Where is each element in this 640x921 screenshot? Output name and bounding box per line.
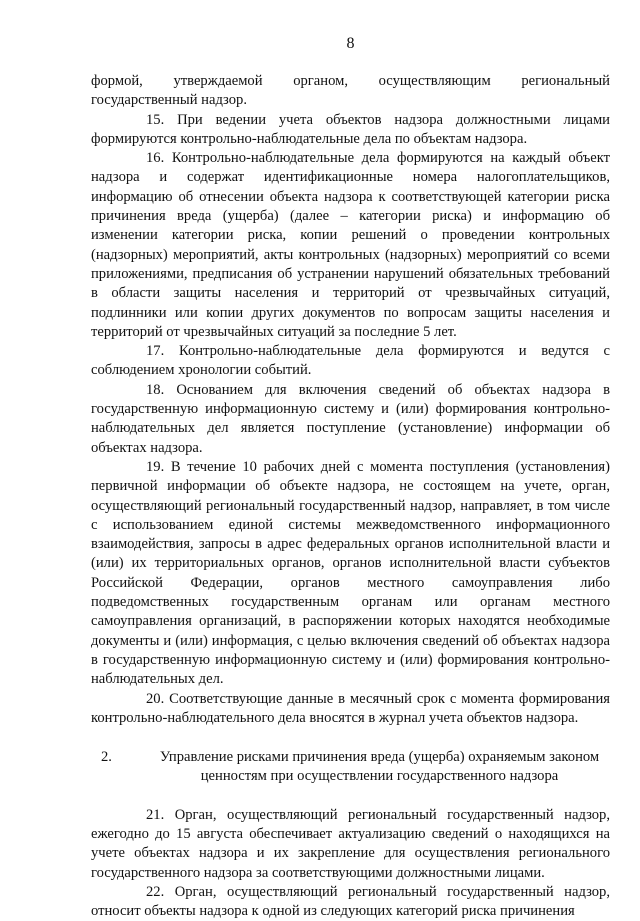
paragraph-14-continuation: формой, утверждаемой органом, осуществляющим региональный государственный надзор. — [91, 73, 610, 109]
page-number: 8 — [346, 35, 355, 52]
paragraph-22: 22. Орган, осуществляющий региональный государственный надзор, относит объекты надзора к одной из следующих категорий риска причинения — [91, 883, 610, 920]
paragraphs-bottom — [91, 806, 610, 921]
paragraph-15: 15. При ведении учета объектов надзора должностными лицами формируются контрольно-наблюдательные дела по объектам надзора. — [91, 111, 610, 147]
paragraph-20: 20. Соответствующие данные в месячный срок с момента формирования контрольно-наблюдательного дела вносятся в журнал учета объектов надзора. — [91, 690, 610, 726]
paragraph-17: 17. Контрольно-наблюдательные дела формируются и ведутся с соблюдением хронологии событий. — [91, 343, 610, 379]
document-page — [91, 34, 610, 921]
section-heading — [91, 748, 610, 787]
section-title: Управление рисками причинения вреда (ущерба) охраняемым законом ценностям при осуществлении государственного надзора — [159, 749, 600, 785]
paragraphs-top — [91, 72, 610, 728]
section-number: 2. — [101, 749, 112, 766]
paragraph-16: 16. Контрольно-наблюдательные дела формируются на каждый объект надзора и содержат идентификационные номера налогоплательщиков, информацию об отнесении объекта надзора к соответствующей категории риска причинения вреда (ущерба) (далее – категории риска) и информацию об изменении категории риска, копии решений о проведении контрольных (надзорных) мероприятий, акты контрольных (надзорных) мероприятий со всеми приложениями, предписания об устранении нарушений обязательных требований в области защиты населения и территорий от чрезвычайных ситуаций, подлинники или копии других документов по вопросам защиты населения и территорий от чрезвычайных ситуаций за последние 5 лет. — [91, 150, 610, 340]
paragraph-18: 18. Основанием для включения сведений об объектах надзора в государственную информационную систему и (или) формирования контрольно-наблюдательных дел является поступление (установление) информации об объектах надзора. — [91, 381, 610, 456]
paragraph-19: 19. В течение 10 рабочих дней с момента поступления (установления) первичной информации об объекте надзора, не состоящем на учете, орган, осуществляющий региональный государственный надзор, направляет, в том числе с использованием единой системы межведомственного информационного взаимодействия, запросы в адрес федеральных органов исполнительной власти и (или) их территориальных органов, органов исполнительной власти субъектов Российской Федерации, органов местного самоуправления либо подведомственных государственным органам или органам местного самоуправления организаций, в распоряжении которых находятся необходимые документы и (или) информация, с целью включения сведений об объектах надзора в государственную информационную систему и (или) формирования контрольно-наблюдательных дел. — [91, 458, 610, 688]
paragraph-21: 21. Орган, осуществляющий региональный государственный надзор, ежегодно до 15 августа обеспечивает актуализацию сведений о находящихся на учете объектах надзора и их закрепление для осуществления регионального государственного надзора за соответствующими должностными лицами. — [91, 806, 610, 881]
